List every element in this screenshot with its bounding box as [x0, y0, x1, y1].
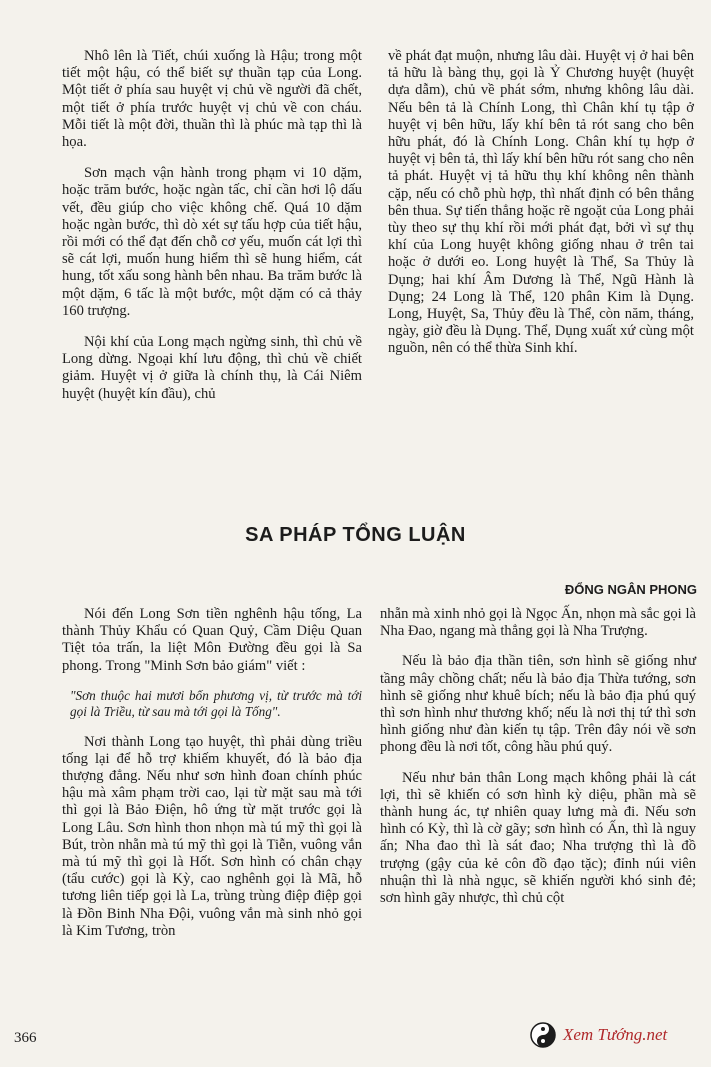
site-watermark: [529, 1018, 699, 1052]
paragraph: Nội khí của Long mạch ngừng sinh, thì chủ về Long dừng. Ngoại khí lưu động, thì chủ về chiết giảm. Huyệt vị ở giữa là chính thụ, là Cái Niêm huyệt (huyệt kín đầu), chủ: [62, 334, 362, 402]
paragraph: nhẵn mà xinh nhỏ gọi là Ngọc Ấn, nhọn mà sắc gọi là Nha Đao, ngang mà thẳng gọi là Nha Trượng.: [380, 606, 696, 640]
paragraph: Sơn mạch vận hành trong phạm vi 10 dặm, hoặc trăm bước, hoặc ngàn tấc, chỉ cần hơi lộ dấu vết, đều giúp cho việc không chế. Quá 10 dặm hoặc ngàn bước, thì dò xét sự tấu hợp của tiết hậu, rồi mới có thể đạt đến chỗ cơ yếu, muốn cát lợi thì sẽ cát lợi, muốn hung hiểm thì sẽ hung hiểm, cát hung, tốt xấu song hành bên nhau. Ba trăm bước là một dặm, 6 tấc là một bước, một dặm có cả thảy 160 trượng.: [62, 165, 362, 319]
paragraph: Nơi thành Long tạo huyệt, thì phải dùng triều tống lại để hỗ trợ khiếm khuyết, đó là bảo địa thượng đẳng. Nếu như sơn hình đoan chính phúc hậu mà xâm phạm trời cao, lại từ mặt sau mà tới thì gọi là Bảo Điện, hô ứng từ mặt trước gọi là Long Lâu. Sơn hình thon nhọn mà tú mỹ thì gọi là Bút, tròn nhẵn mà tú mỹ thì gọi là Tiễn, vuông vắn mà tú mỹ thì gọi là Hốt. Sơn hình có chân chạy (tẩu cước) gọi là Kỳ, cao nghênh gọi là Mã, hỗ tương liên tiếp gọi là La, trùng trùng điệp điệp gọi là Đồn Binh Nha Đội, vuông vắn mà sinh nhỏ gọi là Kim Tương, tròn: [62, 733, 362, 939]
bottom-left-column: [62, 606, 362, 940]
section-title: SA PHÁP TỔNG LUẬN: [245, 524, 466, 546]
paragraph: Nói đến Long Sơn tiền nghênh hậu tống, La thành Thủy Khẩu có Quan Quỷ, Cầm Diệu Quan Tiệt tỏa trấn, la liệt Môn Đường đều gọi là Sa phong. Trong "Minh Sơn bảo giám" viết :: [62, 606, 362, 674]
page-number: 366: [14, 1030, 37, 1046]
paragraph: Nếu là bảo địa thần tiên, sơn hình sẽ giống như tầng mây chồng chất; nếu là bảo địa Thừa tướng, sơn hình sẽ giống như khuê bích; nếu là bảo địa phú quý thì sơn hình như thương khố; nếu là nơi thị tứ thì sơn hình giống như đàn kiến tụ tập. Trên đây nói về sơn phong đều là nơi tốt, công hầu phú quý.: [380, 653, 696, 756]
bottom-right-column: [380, 606, 696, 907]
watermark-text: Xem Tướng.net: [563, 1025, 668, 1044]
yin-yang-icon: [529, 1021, 557, 1049]
section-author: ĐỔNG NGÂN PHONG: [564, 582, 697, 597]
paragraph: về phát đạt muộn, nhưng lâu dài. Huyệt vị ở hai bên tả hữu là bàng thụ, gọi là Ỷ Chương huyệt (huyệt dựa dẫm), chủ về phát sớm, nhưng không lâu dài. Nếu bên tả là Chính Long, thì Chân khí tụ tập ở huyệt vị bên hữu, lấy khí bên tả rót sang cho bên hữu phát, đó là Chính Long. Chân khí tụ hợp ở huyệt vị bên tả, thì lấy khí bên hữu rót sang cho nên tả phát. Huyệt vị tả hữu thụ khí không nên thành cặp, nếu có chỗ phù hợp, thì nhất định có bên thắng bên thua. Sự tiến thẳng hoặc rẽ ngoặt của Long phải tùy theo sự thụ khí rồi mới phát đạt, bởi vì sự thụ khí của Long huyệt không giống nhau ở trên tai hoặc ở dưới eo. Long huyệt là Thể, Sa Thủy là Dụng; hai khí Âm Dương là Thể, Ngũ Hành là Dụng; 24 Long là Thể, 120 phân Kim là Dụng. Long, Huyệt, Sa, Thủy đều là Thể, còn năm, tháng, ngày, giờ đều là Dụng. Thể, Dụng xuất xứ cùng một nguồn, nên có thể thừa Sinh khí.: [388, 48, 694, 357]
paragraph: Nhô lên là Tiết, chúi xuống là Hậu; trong một tiết một hậu, có thể biết sự thuần tạp của Long. Một tiết ở phía sau huyệt vị chủ về người đã chết, một tiết ở phía trước huyệt vị chủ về con cháu. Mỗi tiết là một đời, thuần thì là phúc mà tạp thì là họa.: [62, 48, 362, 151]
top-left-column: [62, 48, 362, 403]
top-right-column: [388, 48, 694, 358]
paragraph: Nếu như bản thân Long mạch không phải là cát lợi, thì sẽ khiến có sơn hình kỳ diệu, phần mà sẽ thành hung ác, tự nhiên quay lưng mà đi. Nếu sơn hình có Kỳ, thì là cờ gãy; sơn hình có Ấn, thì là nguy ấn; Nha đao thì là sát đao; Nha trượng thì là đồ trượng (gậy của kẻ côn đồ đạo tặc); đỉnh núi viên nhuận thì là nhà ngục, sẽ khiến người khó sinh đẻ; sơn hình gãy nhược, thì chủ cột: [380, 769, 696, 907]
block-quote: "Sơn thuộc hai mươi bốn phương vị, từ trước mà tới gọi là Triều, từ sau mà tới gọi là Tống".: [70, 687, 362, 720]
